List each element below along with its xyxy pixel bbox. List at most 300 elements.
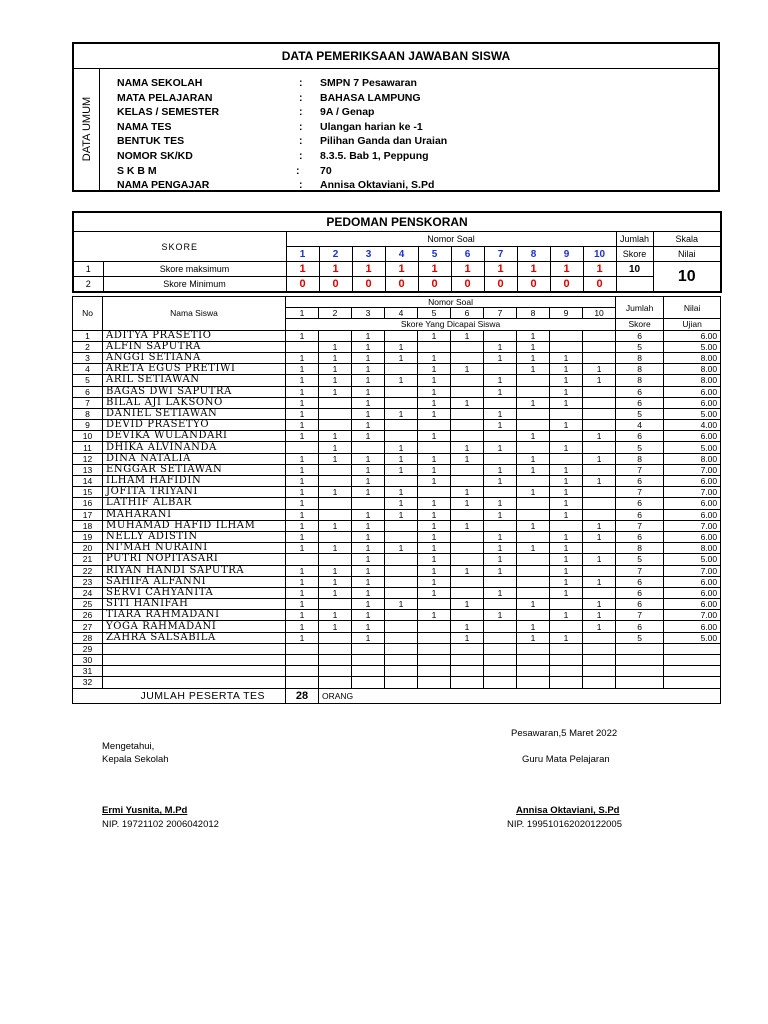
score-cell bbox=[583, 666, 616, 677]
table-row bbox=[73, 543, 721, 554]
score-cell: 1 bbox=[286, 364, 319, 375]
nilai-cell bbox=[664, 677, 721, 688]
score-cell: 1 bbox=[286, 531, 319, 542]
score-cell: 1 bbox=[517, 364, 550, 375]
score-cell bbox=[550, 621, 583, 632]
student-number: 10 bbox=[73, 431, 103, 442]
student-name: DINA NATALIA bbox=[103, 453, 286, 464]
row-number: 2 bbox=[73, 277, 103, 293]
scoring-guide-table bbox=[72, 211, 722, 293]
score-cell bbox=[286, 554, 319, 565]
score-cell bbox=[517, 420, 550, 431]
score-cell bbox=[319, 632, 352, 643]
nilai-cell bbox=[664, 666, 721, 677]
table-row bbox=[73, 352, 721, 363]
score-cell bbox=[517, 509, 550, 520]
score-cell bbox=[550, 431, 583, 442]
score-cell: 1 bbox=[319, 543, 352, 554]
score-cell: 1 bbox=[550, 352, 583, 363]
score-cell bbox=[583, 464, 616, 475]
score-cell bbox=[319, 643, 352, 654]
score-cell: 0 bbox=[352, 277, 385, 293]
score-cell bbox=[517, 655, 550, 666]
nilai-cell: 6.00 bbox=[664, 397, 721, 408]
score-cell bbox=[319, 655, 352, 666]
total-unit: ORANG bbox=[319, 688, 721, 703]
score-cell: 1 bbox=[517, 453, 550, 464]
score-cell: 1 bbox=[286, 352, 319, 363]
score-cell: 0 bbox=[583, 277, 616, 293]
jumlah-cell: 6 bbox=[616, 476, 664, 487]
info-value: Ulangan harian ke -1 bbox=[320, 120, 423, 133]
score-cell bbox=[451, 655, 484, 666]
score-cell: 1 bbox=[286, 464, 319, 475]
score-cell: 1 bbox=[286, 509, 319, 520]
score-cell: 1 bbox=[385, 464, 418, 475]
table-row bbox=[73, 610, 721, 621]
score-cell: 1 bbox=[286, 576, 319, 587]
jumlah-cell: 5 bbox=[616, 341, 664, 352]
skore-dicapai-header: Skore Yang Dicapai Siswa bbox=[286, 319, 616, 330]
score-cell: 1 bbox=[286, 587, 319, 598]
table-row bbox=[73, 531, 721, 542]
student-number: 14 bbox=[73, 476, 103, 487]
score-cell bbox=[484, 655, 517, 666]
score-cell bbox=[583, 509, 616, 520]
score-cell bbox=[385, 666, 418, 677]
score-cell: 1 bbox=[286, 621, 319, 632]
score-cell bbox=[352, 677, 385, 688]
score-cell bbox=[385, 476, 418, 487]
score-cell: 1 bbox=[583, 531, 616, 542]
score-cell bbox=[484, 364, 517, 375]
nilai-cell: 6.00 bbox=[664, 498, 721, 509]
info-separator: : bbox=[299, 179, 303, 192]
score-cell: 1 bbox=[319, 520, 352, 531]
student-number: 4 bbox=[73, 364, 103, 375]
score-cell bbox=[319, 330, 352, 341]
jumlah-cell: 6 bbox=[616, 599, 664, 610]
nilai-cell: 6.00 bbox=[664, 476, 721, 487]
nilai-cell: 7.00 bbox=[664, 464, 721, 475]
jumlah-cell: 8 bbox=[616, 352, 664, 363]
jumlah-cell bbox=[616, 677, 664, 688]
score-cell: 1 bbox=[352, 431, 385, 442]
score-cell bbox=[484, 397, 517, 408]
table-row bbox=[73, 520, 721, 531]
score-cell: 1 bbox=[484, 554, 517, 565]
score-cell bbox=[451, 476, 484, 487]
score-cell bbox=[583, 408, 616, 419]
score-cell: 1 bbox=[319, 262, 352, 277]
score-cell: 1 bbox=[550, 610, 583, 621]
row-label: Skore maksimum bbox=[103, 262, 286, 277]
score-cell: 1 bbox=[484, 565, 517, 576]
score-cell: 1 bbox=[484, 408, 517, 419]
score-cell bbox=[451, 531, 484, 542]
score-cell: 1 bbox=[385, 352, 418, 363]
score-cell: 1 bbox=[451, 621, 484, 632]
nilai-cell: 4.00 bbox=[664, 420, 721, 431]
score-cell: 1 bbox=[451, 442, 484, 453]
score-cell: 1 bbox=[352, 262, 385, 277]
score-cell: 1 bbox=[484, 352, 517, 363]
score-cell bbox=[451, 576, 484, 587]
score-cell bbox=[583, 420, 616, 431]
score-cell: 0 bbox=[418, 277, 451, 293]
place-date: Pesawaran,5 Maret 2022 bbox=[511, 728, 618, 739]
ujian-header: Ujian bbox=[664, 319, 721, 330]
score-cell bbox=[286, 442, 319, 453]
score-cell: 1 bbox=[319, 375, 352, 386]
student-number: 2 bbox=[73, 341, 103, 352]
table-row bbox=[73, 498, 721, 509]
score-cell bbox=[550, 330, 583, 341]
score-cell bbox=[418, 655, 451, 666]
question-number: 10 bbox=[583, 247, 616, 262]
student-number: 29 bbox=[73, 643, 103, 654]
score-cell: 1 bbox=[550, 386, 583, 397]
question-number: 4 bbox=[385, 247, 418, 262]
nilai-cell: 8.00 bbox=[664, 543, 721, 554]
student-name: ADITYA PRASETIO bbox=[103, 330, 286, 341]
score-cell bbox=[583, 498, 616, 509]
score-cell bbox=[550, 341, 583, 352]
jumlah-cell: 6 bbox=[616, 621, 664, 632]
score-cell bbox=[484, 599, 517, 610]
score-cell bbox=[484, 453, 517, 464]
question-number: 4 bbox=[385, 308, 418, 319]
score-cell bbox=[451, 408, 484, 419]
score-cell bbox=[517, 408, 550, 419]
score-cell: 1 bbox=[286, 498, 319, 509]
score-cell: 1 bbox=[517, 632, 550, 643]
score-cell: 1 bbox=[418, 386, 451, 397]
score-cell bbox=[451, 554, 484, 565]
student-number: 31 bbox=[73, 666, 103, 677]
score-cell: 1 bbox=[418, 431, 451, 442]
score-cell: 1 bbox=[352, 476, 385, 487]
score-cell: 1 bbox=[418, 464, 451, 475]
score-cell: 1 bbox=[418, 453, 451, 464]
jumlah-cell: 5 bbox=[616, 442, 664, 453]
score-cell: 1 bbox=[352, 408, 385, 419]
score-cell bbox=[583, 655, 616, 666]
info-label: NAMA TES bbox=[117, 120, 172, 133]
nilai-cell bbox=[664, 655, 721, 666]
score-cell bbox=[385, 610, 418, 621]
score-cell: 1 bbox=[385, 599, 418, 610]
score-cell bbox=[418, 677, 451, 688]
student-number: 20 bbox=[73, 543, 103, 554]
score-cell: 1 bbox=[550, 543, 583, 554]
score-cell bbox=[484, 487, 517, 498]
score-cell: 1 bbox=[451, 498, 484, 509]
score-cell: 0 bbox=[484, 277, 517, 293]
question-number: 9 bbox=[550, 247, 583, 262]
score-cell: 1 bbox=[517, 520, 550, 531]
jumlah-cell: 6 bbox=[616, 330, 664, 341]
row-number: 1 bbox=[73, 262, 103, 277]
score-cell bbox=[451, 587, 484, 598]
score-cell: 1 bbox=[484, 442, 517, 453]
student-number: 28 bbox=[73, 632, 103, 643]
score-cell bbox=[385, 397, 418, 408]
score-cell bbox=[418, 420, 451, 431]
score-cell bbox=[451, 341, 484, 352]
kepala-sekolah-label: Kepala Sekolah bbox=[102, 754, 169, 765]
score-cell bbox=[517, 576, 550, 587]
score-cell: 1 bbox=[484, 610, 517, 621]
student-name: JOFITA TRIYANI bbox=[103, 487, 286, 498]
score-cell: 1 bbox=[352, 543, 385, 554]
score-cell: 1 bbox=[484, 341, 517, 352]
table-row bbox=[73, 632, 721, 643]
score-cell: 1 bbox=[352, 464, 385, 475]
question-number: 6 bbox=[451, 308, 484, 319]
table-row bbox=[73, 297, 721, 308]
score-cell bbox=[451, 509, 484, 520]
score-cell bbox=[385, 420, 418, 431]
student-name: LATHIF ALBAR bbox=[103, 498, 286, 509]
score-cell: 0 bbox=[451, 277, 484, 293]
score-cell: 1 bbox=[385, 509, 418, 520]
score-cell bbox=[352, 666, 385, 677]
student-number: 3 bbox=[73, 352, 103, 363]
score-cell: 1 bbox=[517, 543, 550, 554]
student-number: 7 bbox=[73, 397, 103, 408]
student-number: 30 bbox=[73, 655, 103, 666]
score-cell: 1 bbox=[418, 509, 451, 520]
jumlah-cell: 7 bbox=[616, 610, 664, 621]
score-cell bbox=[550, 599, 583, 610]
score-cell bbox=[484, 621, 517, 632]
student-number: 16 bbox=[73, 498, 103, 509]
kepala-nip: NIP. 19721102 2006042012 bbox=[102, 819, 219, 830]
score-cell: 1 bbox=[319, 610, 352, 621]
score-cell: 1 bbox=[352, 386, 385, 397]
score-cell: 1 bbox=[484, 498, 517, 509]
side-label: DATA UMUM bbox=[80, 96, 93, 162]
score-cell: 1 bbox=[319, 565, 352, 576]
jumlah-cell: 4 bbox=[616, 420, 664, 431]
score-cell: 1 bbox=[583, 576, 616, 587]
score-cell bbox=[418, 487, 451, 498]
score-cell: 0 bbox=[550, 277, 583, 293]
score-cell: 1 bbox=[418, 531, 451, 542]
skala-value: 10 bbox=[653, 262, 721, 293]
jumlah-cell: 7 bbox=[616, 464, 664, 475]
score-cell: 1 bbox=[550, 554, 583, 565]
score-cell: 1 bbox=[484, 420, 517, 431]
score-cell bbox=[583, 487, 616, 498]
table-row bbox=[73, 476, 721, 487]
score-cell bbox=[517, 375, 550, 386]
nilai-cell: 7.00 bbox=[664, 520, 721, 531]
student-name: ARIL SETIAWAN bbox=[103, 375, 286, 386]
jumlah-cell: 6 bbox=[616, 587, 664, 598]
score-cell: 1 bbox=[352, 621, 385, 632]
score-cell: 1 bbox=[319, 621, 352, 632]
info-separator: : bbox=[296, 164, 300, 177]
score-cell: 1 bbox=[286, 543, 319, 554]
student-name bbox=[103, 666, 286, 677]
score-cell bbox=[583, 587, 616, 598]
score-cell: 1 bbox=[451, 565, 484, 576]
score-cell: 1 bbox=[517, 341, 550, 352]
score-cell bbox=[319, 498, 352, 509]
guru-nip: NIP. 199510162020122005 bbox=[507, 819, 622, 830]
score-cell: 1 bbox=[583, 599, 616, 610]
score-cell: 1 bbox=[319, 487, 352, 498]
score-cell: 1 bbox=[517, 487, 550, 498]
score-cell: 1 bbox=[352, 487, 385, 498]
student-name: ILHAM HAFIDIN bbox=[103, 476, 286, 487]
question-number: 8 bbox=[517, 308, 550, 319]
score-cell bbox=[385, 386, 418, 397]
table-row bbox=[73, 643, 721, 654]
table-row bbox=[73, 431, 721, 442]
question-number: 5 bbox=[418, 247, 451, 262]
student-number: 25 bbox=[73, 599, 103, 610]
info-label: NOMOR SK/KD bbox=[117, 150, 193, 162]
question-number: 7 bbox=[484, 308, 517, 319]
score-cell bbox=[319, 677, 352, 688]
score-cell bbox=[517, 610, 550, 621]
total-label: JUMLAH PESERTA TES bbox=[73, 688, 286, 703]
info-value: SMPN 7 Pesawaran bbox=[320, 77, 417, 89]
nilai-cell: 5.00 bbox=[664, 442, 721, 453]
score-cell: 1 bbox=[550, 364, 583, 375]
score-cell: 1 bbox=[517, 621, 550, 632]
jumlah-cell: 6 bbox=[616, 531, 664, 542]
score-cell bbox=[319, 408, 352, 419]
student-number: 27 bbox=[73, 621, 103, 632]
score-cell: 1 bbox=[286, 408, 319, 419]
score-cell: 1 bbox=[451, 262, 484, 277]
score-cell bbox=[385, 565, 418, 576]
score-cell bbox=[385, 431, 418, 442]
score-cell: 1 bbox=[418, 554, 451, 565]
score-cell bbox=[484, 576, 517, 587]
guru-label: Guru Mata Pelajaran bbox=[522, 754, 610, 765]
score-cell: 1 bbox=[352, 587, 385, 598]
info-value: 70 bbox=[320, 164, 332, 177]
total-value: 28 bbox=[286, 688, 319, 703]
score-cell: 1 bbox=[385, 543, 418, 554]
score-cell: 1 bbox=[286, 431, 319, 442]
table-row bbox=[73, 621, 721, 632]
student-number: 17 bbox=[73, 509, 103, 520]
score-cell: 1 bbox=[550, 498, 583, 509]
no-header: No bbox=[73, 297, 103, 331]
score-cell bbox=[286, 677, 319, 688]
score-cell: 1 bbox=[550, 565, 583, 576]
jumlah-cell: 5 bbox=[616, 408, 664, 419]
score-cell: 1 bbox=[583, 262, 616, 277]
info-separator: : bbox=[299, 135, 303, 148]
score-cell bbox=[517, 643, 550, 654]
student-number: 18 bbox=[73, 520, 103, 531]
score-cell: 1 bbox=[550, 632, 583, 643]
score-cell: 1 bbox=[517, 397, 550, 408]
score-cell: 1 bbox=[550, 397, 583, 408]
student-name: BAGAS DWI SAPUTRA bbox=[103, 386, 286, 397]
student-name: SITI HANIFAH bbox=[103, 599, 286, 610]
score-cell bbox=[583, 442, 616, 453]
score-cell: 1 bbox=[352, 364, 385, 375]
score-cell: 1 bbox=[550, 487, 583, 498]
score-cell bbox=[517, 498, 550, 509]
score-cell bbox=[517, 587, 550, 598]
student-name: SERVI CAHYANITA bbox=[103, 587, 286, 598]
score-cell bbox=[385, 330, 418, 341]
score-cell: 1 bbox=[352, 330, 385, 341]
score-cell: 1 bbox=[550, 476, 583, 487]
info-separator: : bbox=[299, 150, 303, 162]
score-cell: 1 bbox=[517, 262, 550, 277]
jumlah-cell: 6 bbox=[616, 509, 664, 520]
score-cell bbox=[286, 643, 319, 654]
score-cell bbox=[385, 531, 418, 542]
score-cell: 1 bbox=[418, 610, 451, 621]
score-cell bbox=[418, 621, 451, 632]
score-cell: 1 bbox=[550, 262, 583, 277]
student-number: 15 bbox=[73, 487, 103, 498]
score-cell: 0 bbox=[517, 277, 550, 293]
student-number: 24 bbox=[73, 587, 103, 598]
question-number: 5 bbox=[418, 308, 451, 319]
score-cell: 1 bbox=[550, 420, 583, 431]
score-cell: 1 bbox=[352, 531, 385, 542]
score-cell bbox=[550, 408, 583, 419]
jumlah-cell bbox=[616, 655, 664, 666]
score-cell: 1 bbox=[352, 632, 385, 643]
score-cell: 1 bbox=[583, 621, 616, 632]
score-cell: 1 bbox=[418, 520, 451, 531]
score-cell: 1 bbox=[418, 262, 451, 277]
score-cell bbox=[418, 341, 451, 352]
score-cell bbox=[418, 666, 451, 677]
score-cell bbox=[550, 655, 583, 666]
score-cell: 1 bbox=[550, 587, 583, 598]
nilai-cell: 6.00 bbox=[664, 509, 721, 520]
score-cell: 1 bbox=[319, 587, 352, 598]
score-cell bbox=[385, 621, 418, 632]
info-label: BENTUK TES bbox=[117, 135, 185, 148]
student-name: YOGA RAHMADANI bbox=[103, 621, 286, 632]
kepala-name: Ermi Yusnita, M.Pd bbox=[102, 805, 188, 816]
question-number: 9 bbox=[550, 308, 583, 319]
score-cell bbox=[352, 643, 385, 654]
score-cell: 0 bbox=[319, 277, 352, 293]
info-label: NAMA SEKOLAH bbox=[117, 77, 203, 89]
student-name: PUTRI NOPITASARI bbox=[103, 554, 286, 565]
score-cell: 1 bbox=[484, 262, 517, 277]
student-number: 12 bbox=[73, 453, 103, 464]
score-cell: 1 bbox=[352, 565, 385, 576]
info-separator: : bbox=[299, 106, 303, 119]
mengetahui-label: Mengetahui, bbox=[102, 741, 155, 752]
table-row bbox=[73, 386, 721, 397]
score-cell bbox=[583, 352, 616, 363]
score-cell bbox=[517, 476, 550, 487]
score-cell: 1 bbox=[352, 397, 385, 408]
table-row bbox=[73, 364, 721, 375]
student-name: ZAHRA SALSABILA bbox=[103, 632, 286, 643]
score-cell: 1 bbox=[319, 386, 352, 397]
score-cell bbox=[583, 632, 616, 643]
